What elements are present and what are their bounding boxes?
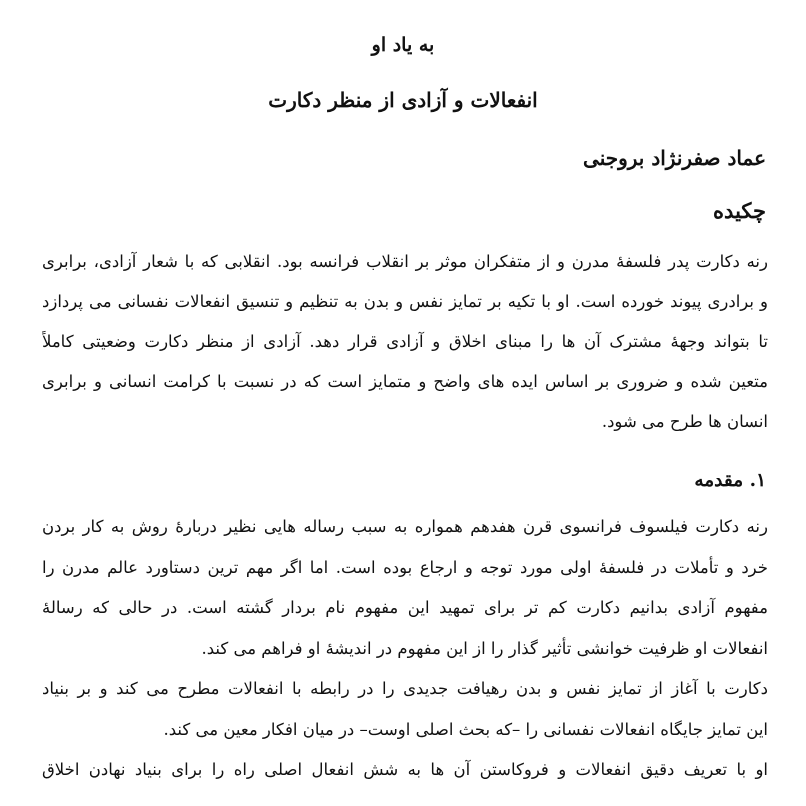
- abstract-heading: چکیده: [713, 198, 766, 223]
- body-line: او با تعریف دقیق انفعالات و فروکاستن آن ها به شش انفعال اصلی راه را برای بنیاد نهادن اخلاق: [42, 760, 768, 779]
- author-name: عماد صفرنژاد بروجنی: [583, 146, 766, 170]
- body-line: رنه دکارت فیلسوف فرانسوی قرن هفدهم همواره به سبب رساله هایی نظیر دربارۀ روش به کار بردن: [42, 517, 768, 536]
- dedication: به یاد او: [371, 34, 435, 56]
- abstract-line: تا بتواند وجهۀ مشترک آن ها را مبنای اخلاق و آزادی قرار دهد. آزادی از منظر دکارت وضعیتی کاملاً: [42, 332, 768, 351]
- body-line: این تمایز جایگاه انفعالات نفسانی را –که بحث اصلی اوست– در میان افکار معین می کند.: [163, 719, 768, 739]
- paragraph: [42, 507, 768, 669]
- abstract-line: و برادری پیوند خورده است. او با تکیه بر تمایز نفس و بدن به تنظیم و تنسیق انفعالات نفسانی می پردازد: [42, 292, 768, 311]
- abstract-line: رنه دکارت پدر فلسفۀ مدرن و از متفکران موثر بر انقلاب فرانسه بود. انقلابی که با شعار آزادی، برابری: [42, 252, 768, 271]
- article-title: انفعالات و آزادی از منظر دکارت: [268, 88, 538, 112]
- body-line: مفهوم آزادی بدانیم دکارت کم تر برای تمهید این مفهوم نام بردار گشته است. در حالی که رسالۀ: [42, 598, 768, 617]
- body-line: خرد و تأملات در فلسفۀ اولی مورد توجه و ارجاع بوده است. اما اگر مهم ترین دستاورد عالم مدرن را: [42, 557, 768, 577]
- body-line: انفعالات او ظرفیت خوانشی تأثیر گذار را از این مفهوم در اندیشۀ او فراهم می کند.: [201, 638, 768, 658]
- abstract-line: متعین شده و ضروری بر اساس ایده های واضح و متمایز است که در نسبت با کرامت انسانی و برابری: [42, 372, 768, 391]
- paragraph: [42, 669, 768, 750]
- introduction-heading: ۱. مقدمه: [694, 470, 766, 491]
- abstract-line: انسان ها طرح می شود.: [601, 412, 768, 431]
- paragraph: [42, 750, 768, 791]
- abstract-body: [42, 242, 768, 442]
- introduction-body: [42, 507, 768, 791]
- body-line: دکارت با آغاز از تمایز نفس و بدن رهیافت جدیدی را در رابطه با انفعالات مطرح می کند و بر بنیاد: [42, 679, 768, 698]
